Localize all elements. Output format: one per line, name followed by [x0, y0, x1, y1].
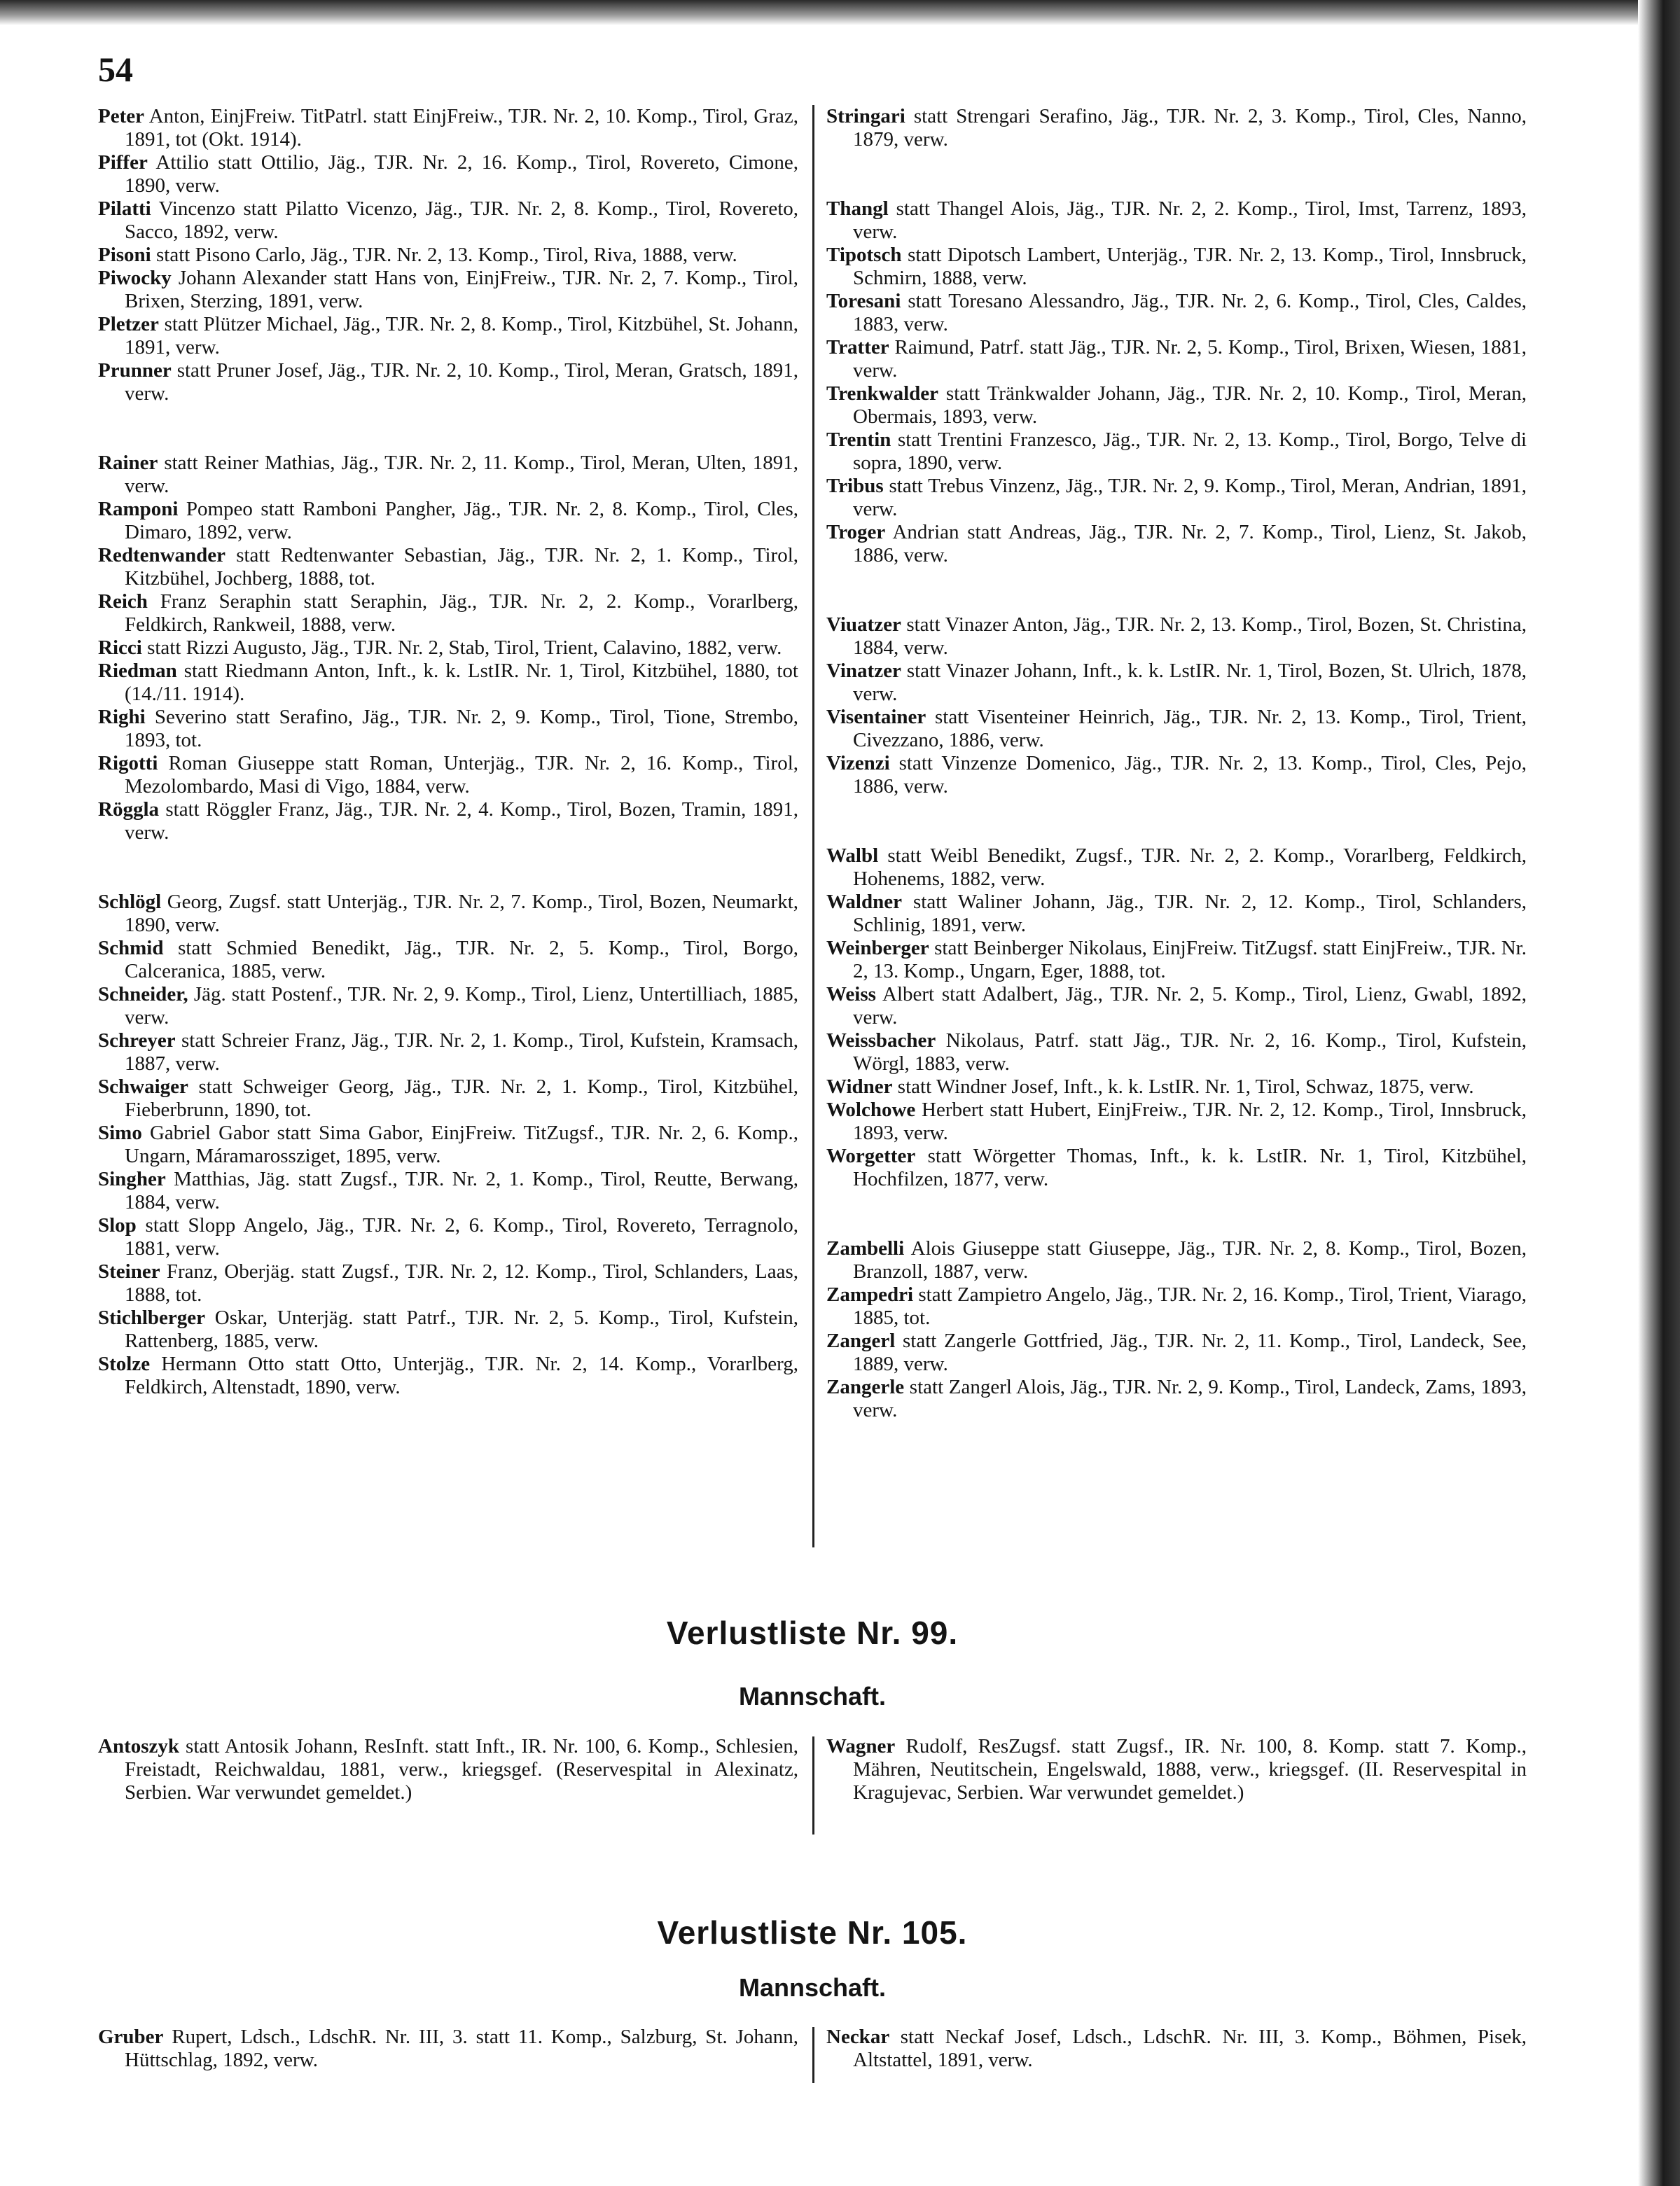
casualty-entry — [98, 891, 798, 937]
group-gap — [826, 798, 1527, 844]
casualty-surname: Reich — [98, 590, 148, 613]
casualty-entry — [826, 613, 1527, 660]
casualty-entry — [826, 197, 1527, 244]
casualty-entry — [826, 382, 1527, 429]
casualty-details: statt Röggler Franz, Jäg., TJR. Nr. 2, 4. Komp., Tirol, Bozen, Tramin, 1891, verw. — [125, 798, 798, 844]
casualty-details: Albert statt Adalbert, Jäg., TJR. Nr. 2, 5. Komp., Tirol, Lienz, Gwabl, 1892, verw. — [853, 983, 1527, 1029]
casualty-entry — [98, 105, 798, 151]
casualty-surname: Slop — [98, 1214, 137, 1237]
casualty-surname: Stringari — [826, 105, 905, 127]
casualty-details: statt Vinazer Johann, Inft., k. k. LstIR. Nr. 1, Tirol, Bozen, St. Ulrich, 1878, verw. — [853, 660, 1527, 705]
casualty-surname: Röggla — [98, 798, 159, 821]
casualty-surname: Rigotti — [98, 752, 158, 774]
section-title-list-105: Verlustliste Nr. 105. — [657, 1914, 968, 1951]
casualty-details: statt Beinberger Nikolaus, EinjFreiw. TitZugsf. statt EinjFreiw., TJR. Nr. 2, 13. Komp., Ungarn, Eger, 1888, tot. — [853, 937, 1527, 982]
casualty-entry — [826, 1029, 1527, 1075]
casualty-entry — [98, 636, 798, 660]
casualty-surname: Schwaiger — [98, 1075, 188, 1098]
casualty-entry — [98, 359, 798, 405]
casualty-entry — [826, 660, 1527, 706]
casualty-entry — [826, 244, 1527, 290]
casualty-entry — [98, 660, 798, 706]
casualty-surname: Tratter — [826, 336, 889, 358]
casualty-details: Pompeo statt Ramboni Pangher, Jäg., TJR. Nr. 2, 8. Komp., Tirol, Cles, Dimaro, 1892, verw. — [125, 498, 799, 543]
casualty-details: statt Waliner Johann, Jäg., TJR. Nr. 2, 12. Komp., Tirol, Schlanders, Schlinig, 1891, verw. — [853, 891, 1527, 936]
casualty-surname: Worgetter — [826, 1145, 916, 1167]
casualty-details: statt Vinzenze Domenico, Jäg., TJR. Nr. 2, 13. Komp., Tirol, Cles, Pejo, 1886, verw. — [853, 752, 1527, 798]
casualty-details: statt Plützer Michael, Jäg., TJR. Nr. 2, 8. Komp., Tirol, Kitzbühel, St. Johann, 1891, verw. — [125, 313, 799, 358]
casualty-details: Matthias, Jäg. statt Zugsf., TJR. Nr. 2, 1. Komp., Tirol, Reutte, Berwang, 1884, verw. — [125, 1168, 798, 1213]
casualty-surname: Ricci — [98, 636, 142, 659]
casualty-surname: Singher — [98, 1168, 166, 1190]
casualty-entry — [98, 313, 798, 359]
casualty-surname: Zangerle — [826, 1376, 905, 1398]
casualty-details: Alois Giuseppe statt Giuseppe, Jäg., TJR. Nr. 2, 8. Komp., Tirol, Bozen, Branzoll, 1887, verw. — [853, 1237, 1527, 1283]
casualty-details: statt Vinazer Anton, Jäg., TJR. Nr. 2, 13. Komp., Tirol, Bozen, St. Christina, 1884, verw. — [853, 613, 1527, 659]
casualty-details: Jäg. statt Postenf., TJR. Nr. 2, 9. Komp., Tirol, Lienz, Untertilliach, 1885, verw. — [125, 983, 799, 1029]
casualty-entry — [98, 1735, 798, 1804]
casualty-surname: Vizenzi — [826, 752, 890, 774]
casualty-details: statt Zampietro Angelo, Jäg., TJR. Nr. 2, 16. Komp., Tirol, Trient, Viarago, 1885, tot. — [853, 1283, 1527, 1329]
casualty-surname: Trentin — [826, 429, 891, 451]
list-99-right-column — [826, 1735, 1527, 1804]
casualty-surname: Vinatzer — [826, 660, 901, 682]
casualty-entry — [98, 706, 798, 752]
casualty-surname: Redtenwander — [98, 544, 226, 566]
casualty-surname: Weiss — [826, 983, 876, 1005]
casualty-details: Rudolf, ResZugsf. statt Zugsf., IR. Nr. 100, 8. Komp. statt 7. Komp., Mähren, Neutitschein, Engelswald, 1888, verw., kriegsgef. (II. Reservespital in Kragujevac, Serbien. War verwundet gemeldet.) — [853, 1735, 1527, 1804]
casualty-entry — [826, 1376, 1527, 1422]
casualty-entry — [98, 244, 798, 267]
casualty-surname: Gruber — [98, 2026, 164, 2048]
casualty-entry — [98, 937, 798, 983]
casualty-surname: Weissbacher — [826, 1029, 936, 1052]
list-105-right-column — [826, 2026, 1527, 2072]
casualty-surname: Prunner — [98, 359, 172, 382]
casualty-details: Hermann Otto statt Otto, Unterjäg., TJR. Nr. 2, 14. Komp., Vorarlberg, Feldkirch, Altenstadt, 1890, verw. — [125, 1353, 798, 1398]
casualty-surname: Schneider, — [98, 983, 188, 1005]
casualty-details: statt Pisono Carlo, Jäg., TJR. Nr. 2, 13. Komp., Tirol, Riva, 1888, verw. — [156, 244, 737, 266]
casualty-surname: Stichlberger — [98, 1307, 206, 1329]
casualty-surname: Visentainer — [826, 706, 926, 728]
casualty-details: statt Strengari Serafino, Jäg., TJR. Nr. 2, 3. Komp., Tirol, Cles, Nanno, 1879, verw. — [853, 105, 1527, 151]
casualty-details: statt Tränkwalder Johann, Jäg., TJR. Nr. 2, 10. Komp., Tirol, Meran, Obermais, 1893, verw. — [853, 382, 1527, 428]
casualty-entry — [826, 521, 1527, 567]
casualty-surname: Stolze — [98, 1353, 151, 1375]
group-gap — [826, 151, 1527, 197]
casualty-entry — [98, 1260, 798, 1307]
casualty-details: Rupert, Ldsch., LdschR. Nr. III, 3. statt 11. Komp., Salzburg, St. Johann, Hüttschlag, 1892, verw. — [125, 2026, 799, 2071]
casualty-details: Vincenzo statt Pilatto Vicenzo, Jäg., TJR. Nr. 2, 8. Komp., Tirol, Rovereto, Sacco, 1892, verw. — [125, 197, 799, 243]
casualty-details: statt Trebus Vinzenz, Jäg., TJR. Nr. 2, 9. Komp., Tirol, Meran, Andrian, 1891, verw. — [853, 475, 1527, 520]
casualty-entry — [98, 1122, 798, 1168]
column-divider-list-105 — [812, 2027, 814, 2083]
main-right-column — [826, 105, 1527, 1422]
casualty-details: Herbert statt Hubert, EinjFreiw., TJR. Nr. 2, 12. Komp., Tirol, Innsbruck, 1893, verw. — [853, 1099, 1527, 1144]
casualty-entry — [98, 544, 798, 590]
casualty-surname: Wagner — [826, 1735, 896, 1757]
casualty-details: Franz, Oberjäg. statt Zugsf., TJR. Nr. 2, 12. Komp., Tirol, Schlanders, Laas, 1888, tot. — [125, 1260, 799, 1306]
section-subtitle-list-99: Mannschaft. — [738, 1682, 887, 1711]
casualty-entry — [826, 1145, 1527, 1191]
casualty-surname: Antoszyk — [98, 1735, 180, 1757]
casualty-entry — [826, 290, 1527, 336]
casualty-surname: Schmid — [98, 937, 164, 959]
casualty-details: statt Zangerle Gottfried, Jäg., TJR. Nr. 2, 11. Komp., Tirol, Landeck, See, 1889, verw. — [853, 1330, 1527, 1375]
casualty-entry — [98, 1168, 798, 1214]
casualty-details: statt Redtenwanter Sebastian, Jäg., TJR. Nr. 2, 1. Komp., Tirol, Kitzbühel, Jochberg, 1888, tot. — [125, 544, 799, 590]
casualty-entry — [98, 590, 798, 636]
casualty-surname: Neckar — [826, 2026, 890, 2048]
casualty-entry — [98, 498, 798, 544]
casualty-details: statt Pruner Josef, Jäg., TJR. Nr. 2, 10. Komp., Tirol, Meran, Gratsch, 1891, verw. — [125, 359, 798, 405]
casualty-entry — [826, 983, 1527, 1029]
casualty-details: Nikolaus, Patrf. statt Jäg., TJR. Nr. 2, 16. Komp., Tirol, Kufstein, Wörgl, 1883, verw. — [853, 1029, 1527, 1075]
casualty-surname: Zangerl — [826, 1330, 896, 1352]
casualty-entry — [98, 151, 798, 197]
casualty-entry — [98, 798, 798, 844]
casualty-entry — [826, 429, 1527, 475]
casualty-entry — [826, 1735, 1527, 1804]
casualty-details: statt Dipotsch Lambert, Unterjäg., TJR. Nr. 2, 13. Komp., Tirol, Innsbruck, Schmirn, 1888, verw. — [853, 244, 1527, 289]
casualty-details: statt Riedmann Anton, Inft., k. k. LstIR. Nr. 1, Tirol, Kitzbühel, 1880, tot (14./11. 1914). — [125, 660, 798, 705]
casualty-entry — [98, 452, 798, 498]
casualty-surname: Widner — [826, 1075, 893, 1098]
column-divider-main — [812, 105, 814, 1547]
casualty-surname: Riedman — [98, 660, 177, 682]
casualty-entry — [826, 752, 1527, 798]
casualty-details: statt Schreier Franz, Jäg., TJR. Nr. 2, 1. Komp., Tirol, Kufstein, Kramsach, 1887, verw. — [125, 1029, 799, 1075]
casualty-surname: Waldner — [826, 891, 902, 913]
casualty-entry — [826, 475, 1527, 521]
casualty-entry — [826, 891, 1527, 937]
list-105-left-column — [98, 2026, 798, 2072]
main-left-column — [98, 105, 798, 1399]
casualty-entry — [826, 1237, 1527, 1283]
casualty-details: statt Neckaf Josef, Ldsch., LdschR. Nr. III, 3. Komp., Böhmen, Pisek, Altstattel, 1891, verw. — [853, 2026, 1527, 2071]
casualty-entry — [98, 1353, 798, 1399]
casualty-entry — [826, 1330, 1527, 1376]
casualty-details: Johann Alexander statt Hans von, EinjFreiw., TJR. Nr. 2, 7. Komp., Tirol, Brixen, Sterzing, 1891, verw. — [125, 267, 799, 312]
group-gap — [98, 405, 798, 452]
casualty-surname: Piffer — [98, 151, 148, 174]
casualty-details: Oskar, Unterjäg. statt Patrf., TJR. Nr. 2, 5. Komp., Tirol, Kufstein, Rattenberg, 1885, verw. — [125, 1307, 799, 1352]
casualty-entry — [98, 267, 798, 313]
casualty-details: Franz Seraphin statt Seraphin, Jäg., TJR. Nr. 2, 2. Komp., Vorarlberg, Feldkirch, Rankweil, 1888, verw. — [125, 590, 799, 636]
casualty-entry — [98, 2026, 798, 2072]
casualty-entry — [826, 2026, 1527, 2072]
casualty-details: Andrian statt Andreas, Jäg., TJR. Nr. 2, 7. Komp., Tirol, Lienz, St. Jakob, 1886, verw. — [853, 521, 1527, 566]
casualty-surname: Toresani — [826, 290, 901, 312]
casualty-entry — [826, 844, 1527, 891]
casualty-entry — [98, 1214, 798, 1260]
casualty-surname: Tipotsch — [826, 244, 902, 266]
casualty-surname: Simo — [98, 1122, 142, 1144]
casualty-details: statt Slopp Angelo, Jäg., TJR. Nr. 2, 6. Komp., Tirol, Rovereto, Terragnolo, 1881, verw. — [125, 1214, 798, 1260]
section-title-list-99: Verlustliste Nr. 99. — [666, 1615, 959, 1651]
casualty-surname: Pilatti — [98, 197, 151, 220]
casualty-details: statt Windner Josef, Inft., k. k. LstIR. Nr. 1, Tirol, Schwaz, 1875, verw. — [897, 1075, 1474, 1098]
casualty-surname: Zambelli — [826, 1237, 905, 1260]
casualty-details: statt Schmied Benedikt, Jäg., TJR. Nr. 2, 5. Komp., Tirol, Borgo, Calceranica, 1885, verw. — [125, 937, 798, 982]
casualty-surname: Pisoni — [98, 244, 151, 266]
list-99-left-column — [98, 1735, 798, 1804]
scan-edge-top — [0, 0, 1680, 25]
casualty-details: Roman Giuseppe statt Roman, Unterjäg., TJR. Nr. 2, 16. Komp., Tirol, Mezolombardo, Masi di Vigo, 1884, verw. — [125, 752, 798, 798]
casualty-entry — [98, 1075, 798, 1122]
casualty-surname: Wolchowe — [826, 1099, 916, 1121]
casualty-surname: Thangl — [826, 197, 889, 220]
casualty-details: statt Antosik Johann, ResInft. statt Inft., IR. Nr. 100, 6. Komp., Schlesien, Freistadt, Reichwaldau, 1881, verw., kriegsgef. (Reservespital in Alexinatz, Serbien. War verwundet gemeldet.) — [125, 1735, 798, 1804]
casualty-details: Gabriel Gabor statt Sima Gabor, EinjFreiw. TitZugsf., TJR. Nr. 2, 6. Komp., Ungarn, Máramarossziget, 1895, verw. — [125, 1122, 799, 1167]
casualty-surname: Viuatzer — [826, 613, 901, 636]
casualty-entry — [826, 1099, 1527, 1145]
casualty-surname: Ramponi — [98, 498, 179, 520]
casualty-details: statt Reiner Mathias, Jäg., TJR. Nr. 2, 11. Komp., Tirol, Meran, Ulten, 1891, verw. — [125, 452, 799, 497]
casualty-entry — [826, 937, 1527, 983]
casualty-details: statt Visenteiner Heinrich, Jäg., TJR. Nr. 2, 13. Komp., Tirol, Trient, Civezzano, 1886, verw. — [853, 706, 1527, 751]
casualty-surname: Weinberger — [826, 937, 929, 959]
casualty-surname: Piwocky — [98, 267, 172, 289]
group-gap — [826, 1191, 1527, 1237]
casualty-details: statt Toresano Alessandro, Jäg., TJR. Nr. 2, 6. Komp., Tirol, Cles, Caldes, 1883, verw. — [853, 290, 1527, 335]
casualty-details: statt Weibl Benedikt, Zugsf., TJR. Nr. 2, 2. Komp., Vorarlberg, Feldkirch, Hohenems, 1882, verw. — [853, 844, 1527, 890]
casualty-surname: Schlögl — [98, 891, 162, 913]
casualty-details: statt Rizzi Augusto, Jäg., TJR. Nr. 2, Stab, Tirol, Trient, Calavino, 1882, verw. — [147, 636, 782, 659]
casualty-entry — [98, 752, 798, 798]
casualty-surname: Trenkwalder — [826, 382, 939, 405]
casualty-entry — [826, 336, 1527, 382]
casualty-entry — [98, 1029, 798, 1075]
casualty-surname: Rainer — [98, 452, 158, 474]
casualty-surname: Steiner — [98, 1260, 160, 1283]
casualty-entry — [98, 983, 798, 1029]
casualty-entry — [826, 1075, 1527, 1099]
casualty-surname: Troger — [826, 521, 886, 543]
casualty-details: statt Schweiger Georg, Jäg., TJR. Nr. 2, 1. Komp., Tirol, Kitzbühel, Fieberbrunn, 1890, tot. — [125, 1075, 799, 1121]
casualty-entry — [826, 706, 1527, 752]
casualty-surname: Walbl — [826, 844, 879, 867]
casualty-entry — [98, 1307, 798, 1353]
casualty-details: Raimund, Patrf. statt Jäg., TJR. Nr. 2, 5. Komp., Tirol, Brixen, Wiesen, 1881, verw. — [853, 336, 1527, 382]
casualty-details: Anton, EinjFreiw. TitPatrl. statt EinjFreiw., TJR. Nr. 2, 10. Komp., Tirol, Graz, 1891, tot (Okt. 1914). — [125, 105, 799, 151]
casualty-details: Attilio statt Ottilio, Jäg., TJR. Nr. 2, 16. Komp., Tirol, Rovereto, Cimone, 1890, verw. — [125, 151, 798, 197]
casualty-details: Severino statt Serafino, Jäg., TJR. Nr. 2, 9. Komp., Tirol, Tione, Strembo, 1893, tot. — [125, 706, 798, 751]
group-gap — [826, 567, 1527, 613]
casualty-surname: Schreyer — [98, 1029, 176, 1052]
section-subtitle-list-105: Mannschaft. — [738, 1973, 887, 2002]
casualty-details: statt Wörgetter Thomas, Inft., k. k. LstIR. Nr. 1, Tirol, Kitzbühel, Hochfilzen, 1877, verw. — [853, 1145, 1527, 1190]
casualty-details: statt Thangel Alois, Jäg., TJR. Nr. 2, 2. Komp., Tirol, Imst, Tarrenz, 1893, verw. — [853, 197, 1527, 243]
casualty-surname: Pletzer — [98, 313, 159, 335]
casualty-entry — [98, 197, 798, 244]
column-divider-list-99 — [812, 1736, 814, 1835]
group-gap — [98, 844, 798, 891]
casualty-surname: Peter — [98, 105, 144, 127]
scan-edge-right — [1638, 0, 1680, 2186]
casualty-surname: Righi — [98, 706, 146, 728]
casualty-surname: Tribus — [826, 475, 884, 497]
casualty-details: Georg, Zugsf. statt Unterjäg., TJR. Nr. 2, 7. Komp., Tirol, Bozen, Neumarkt, 1890, verw. — [125, 891, 799, 936]
casualty-entry — [826, 1283, 1527, 1330]
casualty-details: statt Trentini Franzesco, Jäg., TJR. Nr. 2, 13. Komp., Tirol, Borgo, Telve di sopra, 1890, verw. — [853, 429, 1527, 474]
page-number: 54 — [98, 50, 133, 89]
casualty-entry — [826, 105, 1527, 151]
casualty-details: statt Zangerl Alois, Jäg., TJR. Nr. 2, 9. Komp., Tirol, Landeck, Zams, 1893, verw. — [853, 1376, 1527, 1421]
casualty-surname: Zampedri — [826, 1283, 914, 1306]
